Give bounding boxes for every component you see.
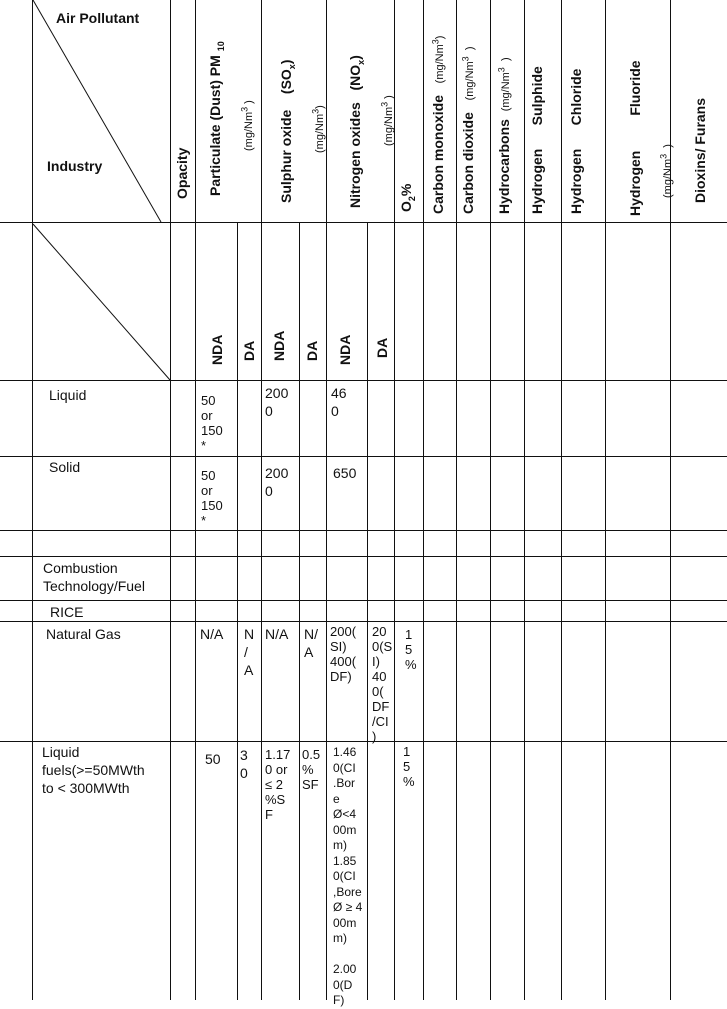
industry-label: Industry	[47, 158, 103, 174]
row-natural-gas-o2: 1 5 %	[405, 627, 417, 672]
row-rice-label: RICE	[50, 604, 84, 620]
row-liquid-fuels-o2: 1 5 %	[403, 744, 415, 789]
sub-pm-nda: NDA	[209, 334, 225, 365]
row-liquid-no: 46 0	[331, 385, 347, 419]
row-liquid-fuels-no-nda: 1.46 0(CI .Bor e Ø<4 00m m) 1.85 0(CI ,Bore Ø ≥ 4 00m m) 2.00 0(D F)	[333, 745, 363, 1007]
col-opacity: Opacity	[174, 147, 190, 199]
row-liquid-fuels-label: Liquid fuels(>=50MWth to < 300MWth	[42, 744, 145, 796]
row-solid-label: Solid	[49, 459, 81, 475]
row-liquid-pm: 50 or 150 *	[201, 393, 223, 453]
row-solid-so: 200 0	[265, 465, 289, 499]
row-liquid-fuels-so-da: 0.5 % SF	[302, 747, 321, 792]
row-natural-gas-no-da: 20 0(S I) 40 0( DF /CI )	[372, 624, 393, 744]
row-natural-gas-no-nda: 200( SI) 400( DF)	[330, 624, 357, 684]
col-dioxins: Dioxins/ Furans	[692, 97, 708, 203]
col-hydrogen-sulphide: Hydrogen Sulphide	[529, 66, 545, 214]
row-solid-no: 650	[333, 465, 357, 481]
row-liquid-so: 200 0	[265, 385, 289, 419]
col-o2: $O_2\%$	[398, 183, 417, 212]
row-natural-gas-pm-da: N / A	[244, 626, 255, 678]
row-natural-gas-so-nda: N/A	[265, 626, 289, 642]
col-co2: Carbon dioxide (mg/Nm$^3$ )	[460, 46, 476, 214]
row-solid-pm: 50 or 150 *	[201, 468, 223, 528]
col-nox: Nitrogen oxides $(NO_x)$ (mg/Nm$^3$ )	[347, 55, 396, 208]
row-natural-gas-label: Natural Gas	[46, 626, 121, 642]
col-hydrogen-fluoride: Hydrogen Fluoride (mg/Nm$^3$ )	[627, 60, 674, 216]
sub-pm-da: DA	[241, 340, 257, 361]
sub-no-da: DA	[374, 337, 390, 358]
sub-so-nda: NDA	[271, 330, 287, 361]
row-liquid-label: Liquid	[49, 387, 87, 403]
row-liquid-fuels-pm-nda: 50	[205, 751, 221, 767]
col-co: Carbon monoxide (mg/Nm$^3$)	[430, 35, 446, 214]
col-hydrocarbons: Hydrocarbons (mg/Nm$^3$ )	[496, 57, 512, 214]
row-liquid-fuels-so-nda: 1.17 0 or ≤ 2 %S F	[265, 747, 291, 822]
col-hydrogen-chloride: Hydrogen Chloride	[568, 68, 584, 214]
row-natural-gas-pm-nda: N/A	[200, 626, 224, 642]
air-pollutant-label: Air Pollutant	[56, 10, 140, 26]
sub-so-da: DA	[304, 340, 320, 361]
row-combustion-label: Combustion Technology/Fuel	[43, 560, 145, 594]
col-sox: Sulphur oxide $(SO_x)$ (mg/Nm$^3$)	[278, 59, 327, 203]
sub-no-nda: NDA	[337, 334, 353, 365]
row-liquid-fuels-pm-da: 3 0	[240, 747, 248, 781]
row-natural-gas-so-da: N/ A	[304, 626, 318, 660]
col-pm: Particulate (Dust) PM $_{10}$ (mg/Nm$^3$ )	[207, 41, 256, 196]
